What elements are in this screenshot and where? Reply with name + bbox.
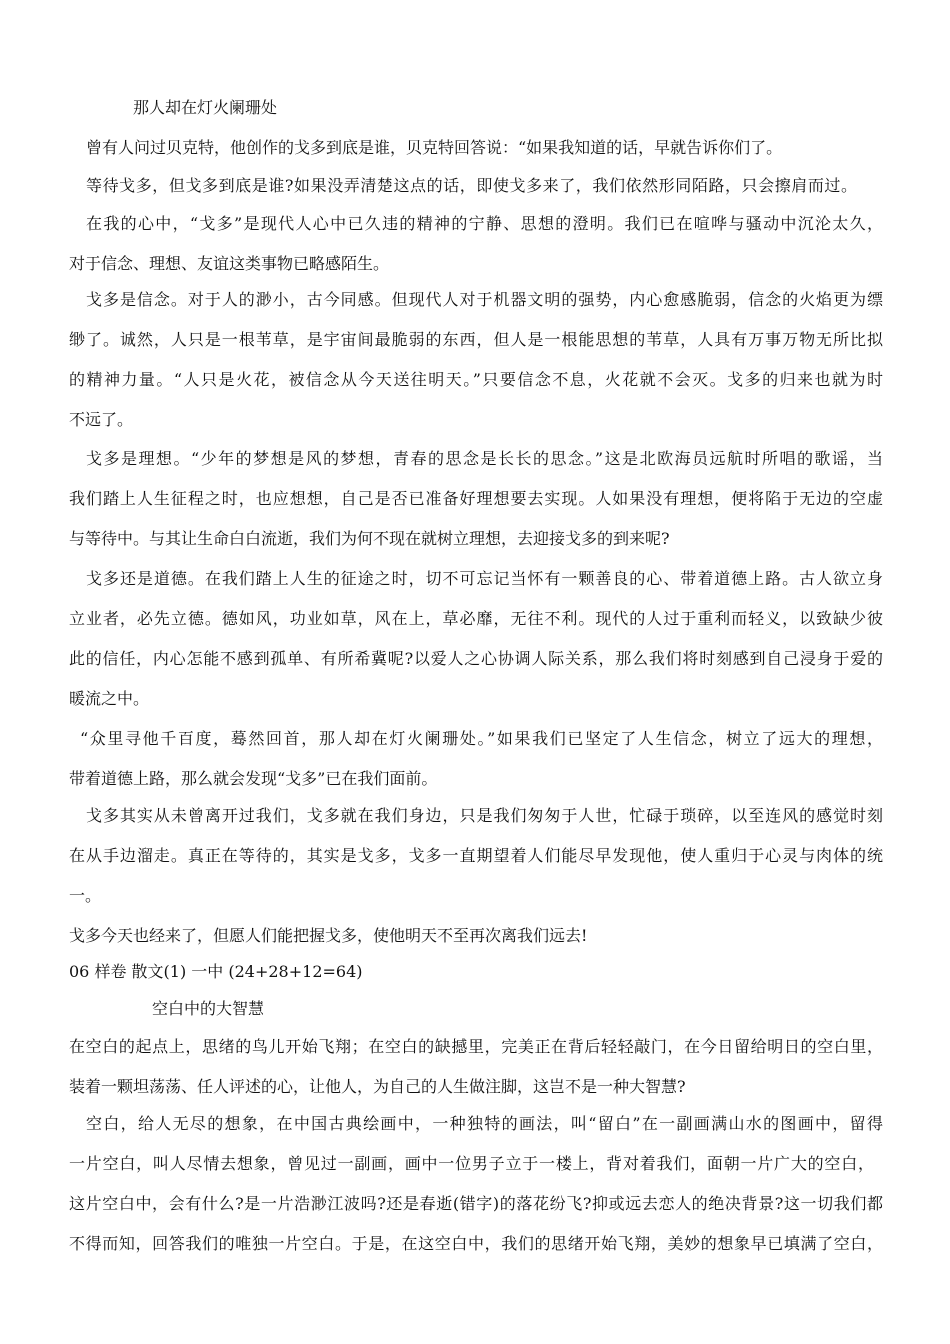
paragraph-line: 暖流之中。: [69, 689, 150, 708]
paragraph-line: 等待戈多，但戈多到底是谁?如果没弄清楚这点的话，即使戈多来了，我们依然形同陌路，只会擦肩而过。: [86, 176, 857, 195]
paragraph-line: 不得而知，回答我们的唯独一片空白。于是，在这空白中，我们的思绪开始飞翔，美妙的想象早已填满了空白，: [69, 1234, 883, 1253]
paragraph-line: 一片空白，叫人尽情去想象，曾见过一副画，画中一位男子立于一楼上，背对着我们，面朝一片广大的空白，: [69, 1154, 874, 1173]
paragraph-line: 此的信任，内心怎能不感到孤单、有所希冀呢?以爱人之心协调人际关系，那么我们将时刻感到自己浸身于爱的: [69, 649, 883, 668]
paragraph-line: 带着道德上路，那么就会发现“戈多”已在我们面前。: [69, 769, 438, 788]
paragraph-line: 与等待中。与其让生命白白流逝，我们为何不现在就树立理想，去迎接戈多的到来呢?: [69, 529, 670, 548]
paragraph-line: 曾有人问过贝克特，他创作的戈多到底是谁，贝克特回答说：“如果我知道的话，早就告诉你们了。: [86, 138, 783, 157]
paragraph-line: 一。: [69, 886, 102, 905]
paragraph-line: 缈了。诚然，人只是一根苇草，是宇宙间最脆弱的东西，但人是一根能思想的苇草，人具有万事万物无所比拟: [69, 330, 883, 349]
paragraph-line: 戈多是信念。对于人的渺小，古今同感。但现代人对于机器文明的强势，内心愈感脆弱，信念的火焰更为缥: [86, 290, 883, 309]
paragraph-line: 空白，给人无尽的想象，在中国古典绘画中，一种独特的画法，叫“留白”在一副画满山水的图画中，留得: [86, 1114, 883, 1133]
paragraph-line: 这片空白中，会有什么?是一片浩渺江波吗?还是春逝(错字)的落花纷飞?抑或远去恋人的绝决背景?这一切我们都: [69, 1194, 883, 1213]
paragraph-line: 在我的心中，“戈多”是现代人心中已久违的精神的宁静、思想的澄明。我们已在喧哗与骚动中沉沦太久，: [86, 214, 883, 233]
section-label: 06 样卷 散文(1) 一中 (24+28+12=64): [69, 962, 363, 981]
paragraph-line: 戈多是理想。“少年的梦想是风的梦想，青春的思念是长长的思念。”这是北欧海员远航时所唱的歌谣，当: [86, 449, 883, 468]
paragraph-line: 戈多还是道德。在我们踏上人生的征途之时，切不可忘记当怀有一颗善良的心、带着道德上路。古人欲立身: [86, 569, 883, 588]
paragraph-line: 在空白的起点上，思绪的鸟儿开始飞翔；在空白的缺撼里，完美正在背后轻轻敲门，在今日留给明日的空白里，: [69, 1037, 883, 1056]
paragraph-line: 装着一颗坦荡荡、任人评述的心，让他人，为自己的人生做注脚，这岂不是一种大智慧?: [69, 1077, 686, 1096]
paragraph-line: 对于信念、理想、友谊这类事物已略感陌生。: [69, 254, 390, 273]
paragraph-line: 立业者，必先立德。德如风，功业如草，风在上，草必靡，无往不利。现代的人过于重利而轻义，以致缺少彼: [69, 609, 883, 628]
paragraph-line: 戈多今天也经来了，但愿人们能把握戈多，使他明天不至再次离我们远去!: [69, 926, 588, 945]
essay-title: 空白中的大智慧: [152, 999, 265, 1018]
paragraph-line: 不远了。: [69, 410, 134, 429]
essay-title: 那人却在灯火阑珊处: [133, 98, 278, 117]
paragraph-line: 的精神力量。“人只是火花，被信念从今天送往明天。”只要信念不息，火花就不会灭。戈多的归来也就为时: [69, 370, 883, 389]
paragraph-line: 在从手边溜走。真正在等待的，其实是戈多，戈多一直期望着人们能尽早发现他，使人重归于心灵与肉体的统: [69, 846, 883, 865]
paragraph-line: “众里寻他千百度，蓦然回首，那人却在灯火阑珊处。”如果我们已坚定了人生信念，树立了远大的理想，: [80, 729, 883, 748]
paragraph-line: 我们踏上人生征程之时，也应想想，自己是否已准备好理想要去实现。人如果没有理想，便将陷于无边的空虚: [69, 489, 883, 508]
paragraph-line: 戈多其实从未曾离开过我们，戈多就在我们身边，只是我们匆匆于人世，忙碌于琐碎，以至连风的感觉时刻: [86, 806, 883, 825]
